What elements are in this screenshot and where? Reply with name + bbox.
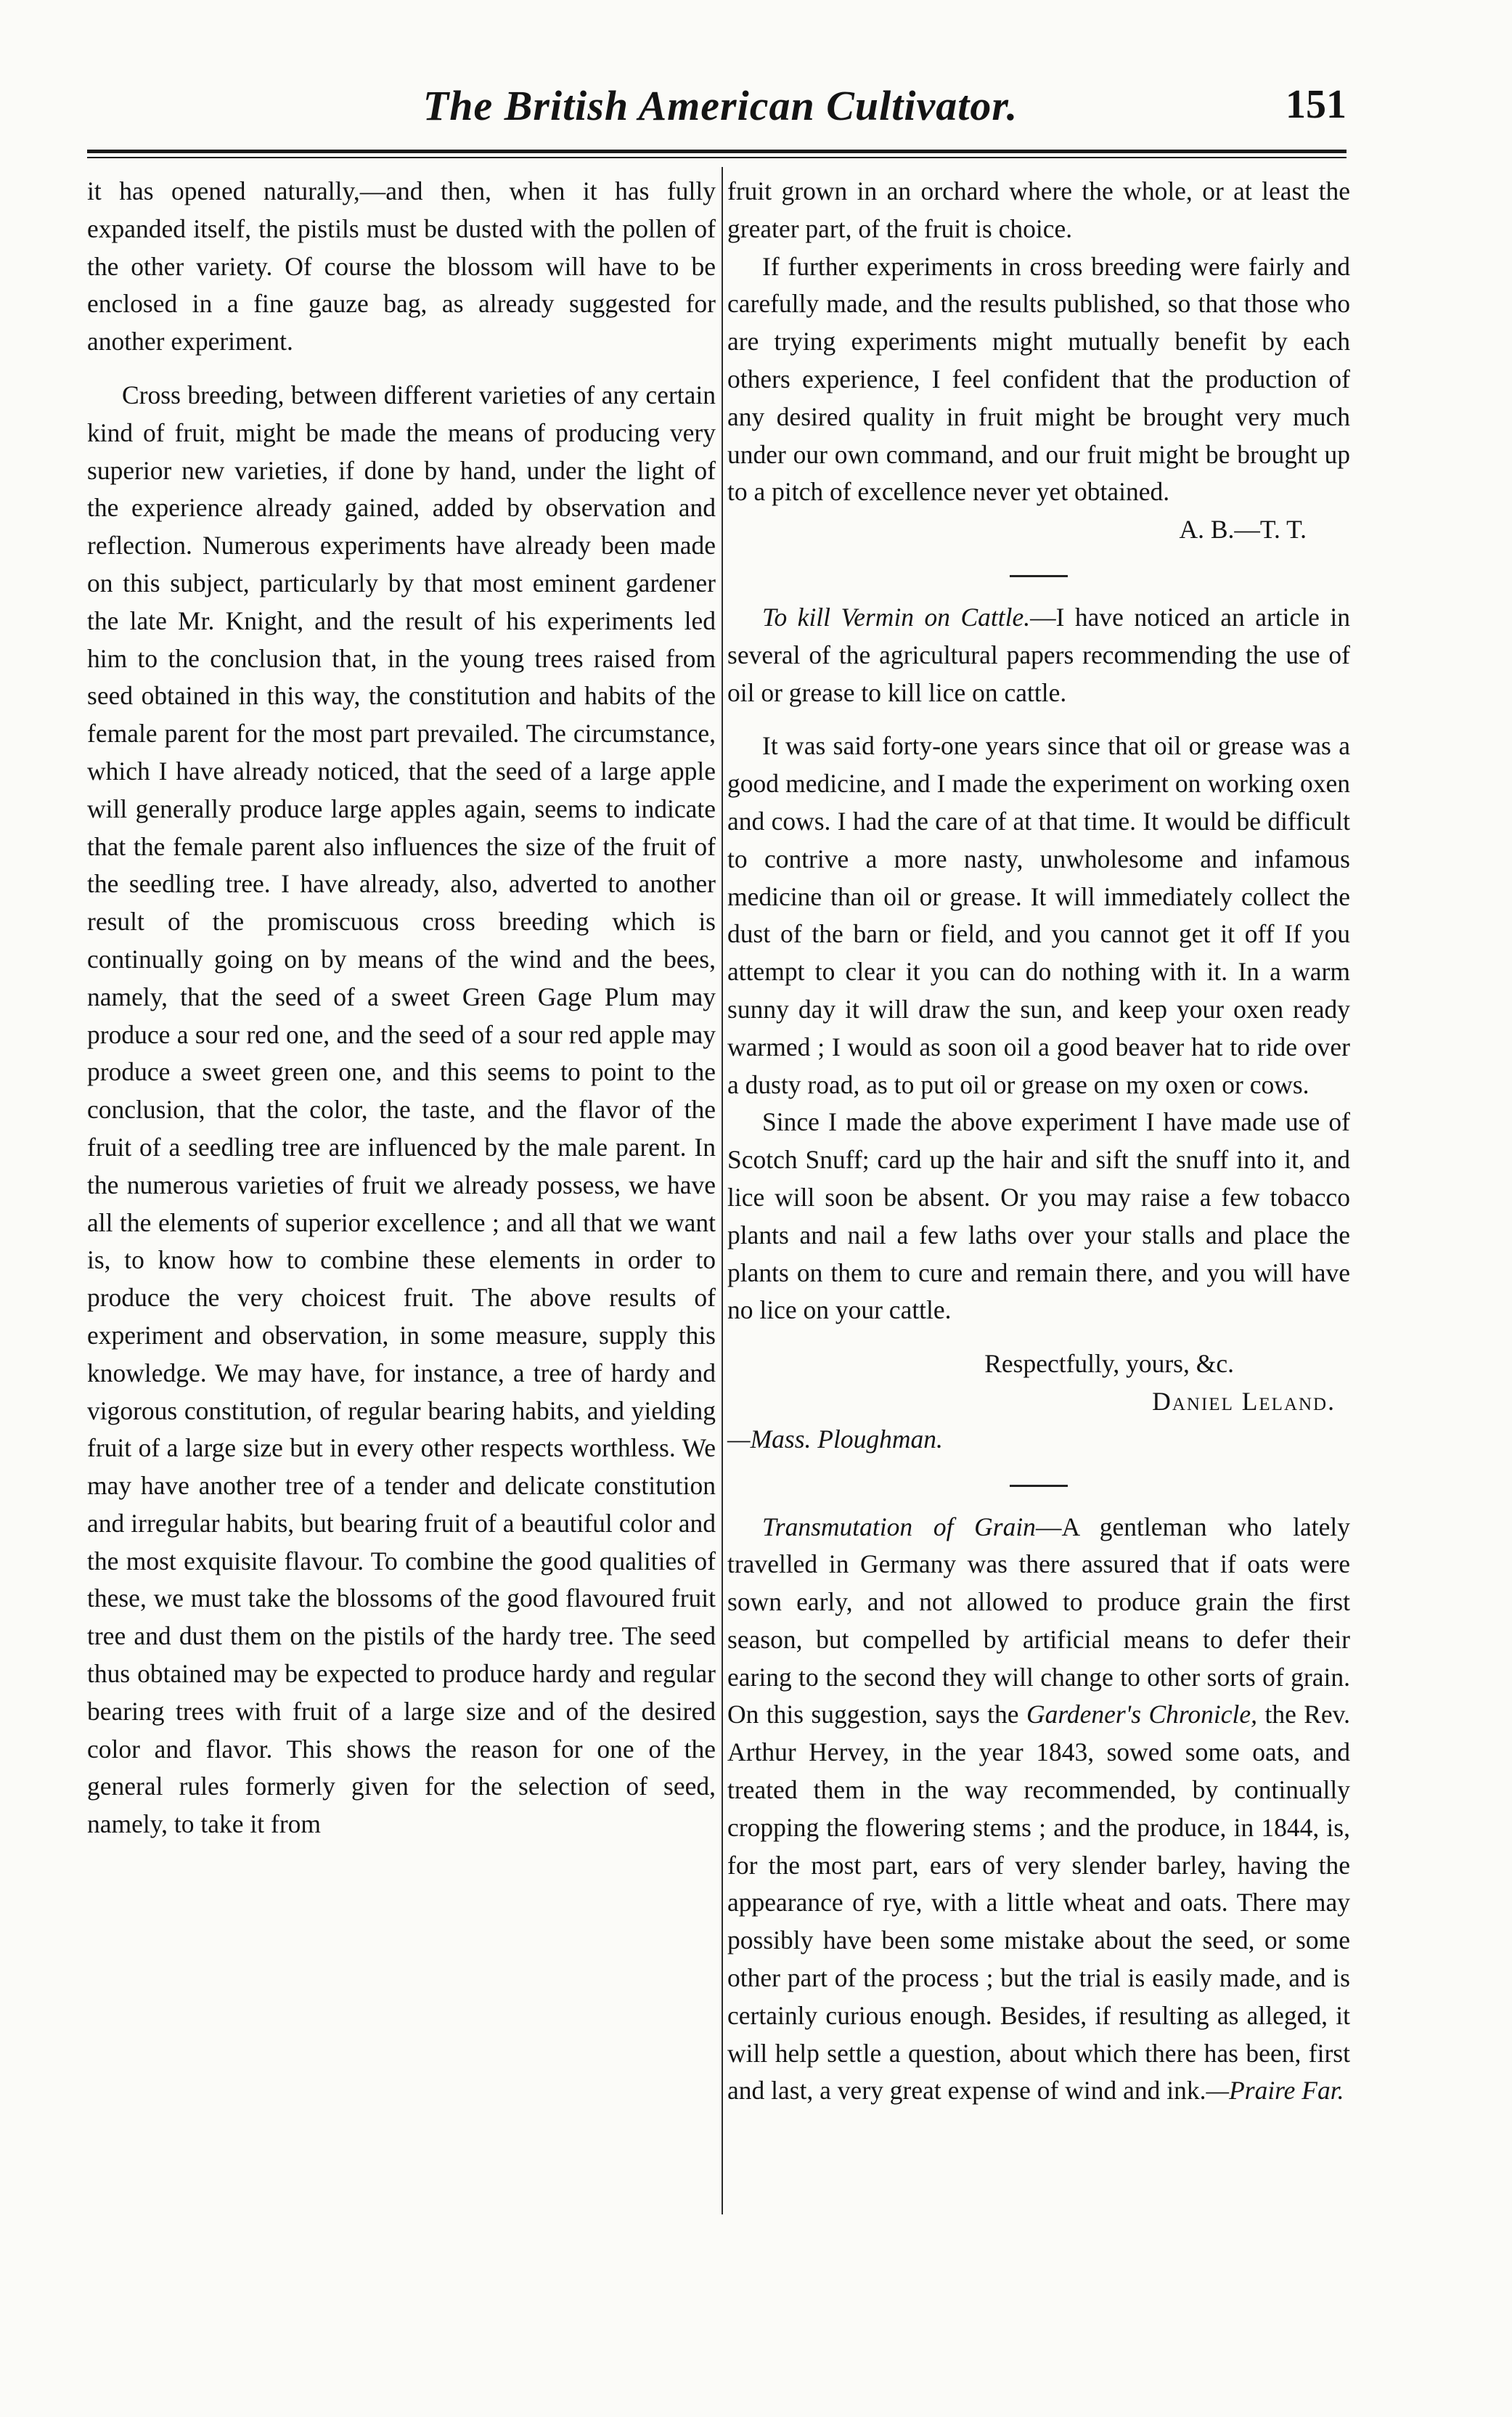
column-divider xyxy=(722,167,723,2214)
grain-paragraph xyxy=(727,1509,1350,2111)
vermin-paragraph-1 xyxy=(727,599,1350,712)
grain-text-2: the Rev. Arthur Hervey, in the year 1843, sowed some oats, and treated them in the way recommended, by continually cropping the flowering stems ; and the produce, in 1844, is, for the most part, ears of very slender barley, having the appearance of rye, with a little wheat and oats. There may possibly have been some mistake about the seed, or some other part of the process ; but the trial is easily made, and is certainly curious enough. Besides, if resulting as alleged, it will help settle a question, about which there has been, first and last, a very great expense of wind and ink. xyxy=(727,1700,1350,2106)
grain-source: —Praire Far. xyxy=(1206,2076,1344,2106)
respectfully-line: Respectfully, yours, &c. xyxy=(984,1349,1234,1379)
signature-daniel-leland: Daniel Leland. xyxy=(1152,1386,1336,1416)
grain-title: Transmutation of Grain xyxy=(762,1512,1036,1541)
vermin-paragraph-3: Since I made the above experiment I have made use of Scotch Snuff; card up the hair and sift the snuff into it, and lice will soon be absent. Or you may raise a few tobacco plants and nail a few laths over your stalls and place the plants on them to cure and remain there, and you will have no lice on your cattle. xyxy=(727,1107,1350,1325)
grain-journal: Gardener's Chronicle, xyxy=(1026,1700,1258,1729)
right-paragraph-1: fruit grown in an orchard where the whole, or at least the greater part, of the fruit is choice. xyxy=(727,176,1350,243)
left-paragraph-2: Cross breeding, between different varieties of any certain kind of fruit, might be made the means of producing very superior new varieties, if done by hand, under the light of the experience already gained, added by observation and reflection. Numerous experiments have already been made on this subject, particularly by that most eminent gardener the late Mr. Knight, and the result of his experiments led him to the conclusion that, in the young trees raised from seed obtained in this way, the constitution and habits of the female parent for the most part prevailed. The circumstance, which I have already noticed, that the seed of a large apple will generally produce large apples again, seems to indicate that the female parent also influences the size of the fruit of the seedling tree. I have already, also, adverted to another result of the promiscuous cross breeding which is continually going on by means of the wind and the bees, namely, that the seed of a sweet Green Gage Plum may produce a sour red one, and the seed of a sour red apple may produce a sweet green one, and this seems to point to the conclusion, that the color, the taste, and the flavor of the fruit of a seedling tree are influenced by the male parent. In the numerous varieties of fruit we already possess, we have all the elements of superior excellence ; and all that we want is, to know how to combine these elements in order to produce the very choicest fruit. The above results of experiment and observation, in some measure, supply this knowledge. We may have, for instance, a tree of hardy and vigorous constitution, of regular bearing habits, and yielding fruit of a large size but in every other respects worthless. We may have another tree of a tender and delicate constitution and irregular habits, but bearing fruit of a beautiful color and the most exquisite flavour. To combine the good qualities of these, we must take the blossoms of the good flavoured fruit tree and dust them on the pistils of the hardy tree. The seed thus obtained may be expected to produce hardy and regular bearing trees with fruit of a large size and of the desired color and flavor. This shows the reason for one of the general rules formerly given for the selection of seed, namely, to take it from xyxy=(87,380,716,1839)
page-number: 151 xyxy=(1286,82,1347,127)
left-paragraph-1: it has opened naturally,—and then, when it has fully expanded itself, the pistils must be dusted with the pollen of the other variety. Of course the blossom will have to be enclosed in a fine gauze bag, as already suggested for another experiment. xyxy=(87,176,716,356)
signature-abtt: A. B.—T. T. xyxy=(1179,515,1307,545)
right-column xyxy=(727,173,1350,2110)
left-column xyxy=(87,173,716,1843)
section-rule-2 xyxy=(1010,1485,1068,1487)
source-mass-ploughman: —Mass. Ploughman. xyxy=(727,1424,943,1454)
page-header xyxy=(94,81,1347,139)
vermin-title: To kill Vermin on Cattle. xyxy=(762,602,1031,632)
vermin-text-1: —I have noticed an article in several of the agricultural papers recommending the use of oil or grease to kill lice on cattle. xyxy=(727,602,1350,707)
grain-text-1: —A gentleman who lately travelled in Germany was there assured that if oats were sown early, and not allowed to produce grain the first season, but compelled by artificial means to defer their earing to the second they will change to other sorts of grain. On this suggestion, says the xyxy=(727,1512,1350,1729)
running-title: The British American Cultivator. xyxy=(422,82,1018,129)
section-rule-1 xyxy=(1010,575,1068,577)
header-rule-thin xyxy=(87,157,1347,158)
right-paragraph-2: If further experiments in cross breeding were fairly and carefully made, and the results published, so that those who are trying experiments might mutually benefit by each others experience, I feel confident that the production of any desired quality in fruit might be brought very much under our own command, and our fruit might be brought up to a pitch of excellence never yet obtained. xyxy=(727,251,1350,507)
vermin-paragraph-2: It was said forty-one years since that oil or grease was a good medicine, and I made the experiment on working oxen and cows. I had the care of at that time. It would be difficult to contrive a more nasty, unwholesome and infamous medicine than oil or grease. It will immediately collect the dust of the barn or field, and you cannot get it off If you attempt to clear it you can do nothing with it. In a warm sunny day it will draw the sun, and keep your oxen ready warmed ; I would as soon oil a good beaver hat to ride over a dusty road, as to put oil or grease on my oxen or cows. xyxy=(727,731,1350,1099)
header-rule-thick xyxy=(87,150,1347,153)
